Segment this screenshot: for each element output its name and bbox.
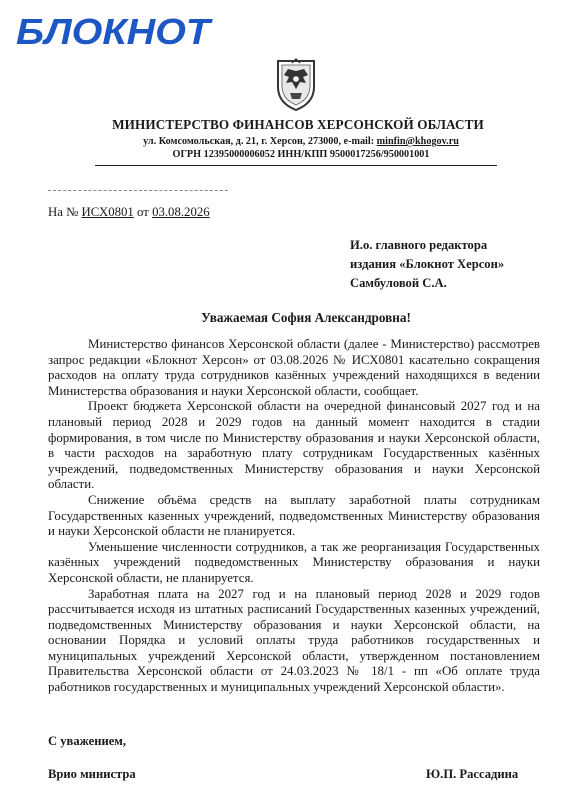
letterhead-divider [95, 165, 497, 166]
body-paragraph: Снижение объёма средств на выплату заработной платы сотрудникам Государственных казенных учреждений, подведомственных Министерству образования и науки Херсонской области не планируется. [48, 492, 540, 539]
registration-numbers: ОГРН 12395000006052 ИНН/КПП 9500017256/950001001 [172, 149, 430, 160]
blocknot-logo [14, 10, 214, 52]
body-paragraph: Министерство финансов Херсонской области (далее - Министерство) рассмотрев запрос редакции «Блокнот Херсон» от 03.08.2026 № ИСХ0801 касательно сокращения расходов на оплату труда сотрудников казённых учреждений находящихся в ведении Министерства образования и науки Херсонской области, сообщает. [48, 337, 540, 398]
reference-from: от [137, 205, 149, 219]
address-text: ул. Комсомольская, д. 21, г. Херсон, 273000, e-mail: [143, 136, 375, 147]
outgoing-number-blank [48, 190, 228, 191]
letter-body [48, 337, 540, 696]
signer-name: Ю.П. Рассадина [426, 767, 519, 781]
logo-text: БЛОКНОТ [16, 11, 214, 52]
ministry-address [0, 136, 562, 147]
reference-date: 03.08.2026 [152, 205, 210, 219]
reference-line [48, 205, 210, 220]
signer-title: Врио министра [48, 767, 136, 781]
addressee-block [350, 236, 504, 293]
body-paragraph: Уменьшение численности сотрудников, а так же реорганизация Государственных казённых учреждений подведомственных Министерству образования и науки Херсонской области, не планируется. [48, 539, 540, 585]
salutation: Уважаемая София Александровна! [201, 310, 411, 325]
addressee-line: издания «Блокнот Херсон» [350, 257, 505, 271]
reference-number: ИСХ0801 [81, 205, 134, 219]
body-paragraph: Проект бюджета Херсонской области на очередной финансовый 2027 год и на плановый период 2028 и 2029 годов на данный момент находится в стадии формирования, в том числе по Министерству образования и науки Херсонской области, в части расходов на заработную плату сотрудникам Государственных казённых учреждений, подведомственных Министерству образования и науки Херсонской области. [48, 399, 540, 492]
body-paragraph: Заработная плата на 2027 год и на плановый период 2028 и 2029 годов рассчитывается исходя из штатных расписаний Государственных казенных учреждений, подведомственных Министерству образования и науки Херсонской области, на основании Порядка и условий оплаты труда работников государственных и муниципальных учреждений Херсонской области, утвержденном постановлением Правительства Херсонской области от 24.03.2023 № 18/1 - пп «Об оплате труда работников государственных и муниципальных учреждений Херсонской области». [48, 586, 540, 695]
addressee-line: И.о. главного редактора [350, 238, 488, 252]
reference-prefix: На № [48, 205, 79, 219]
closing-phrase: С уважением, [48, 734, 127, 748]
ministry-name: МИНИСТЕРСТВО ФИНАНСОВ ХЕРСОНСКОЙ ОБЛАСТИ [112, 117, 484, 132]
addressee-line: Самбуловой С.А. [350, 276, 447, 290]
coat-of-arms-icon [272, 57, 320, 113]
email-link[interactable]: minfin@khogov.ru [376, 136, 459, 147]
